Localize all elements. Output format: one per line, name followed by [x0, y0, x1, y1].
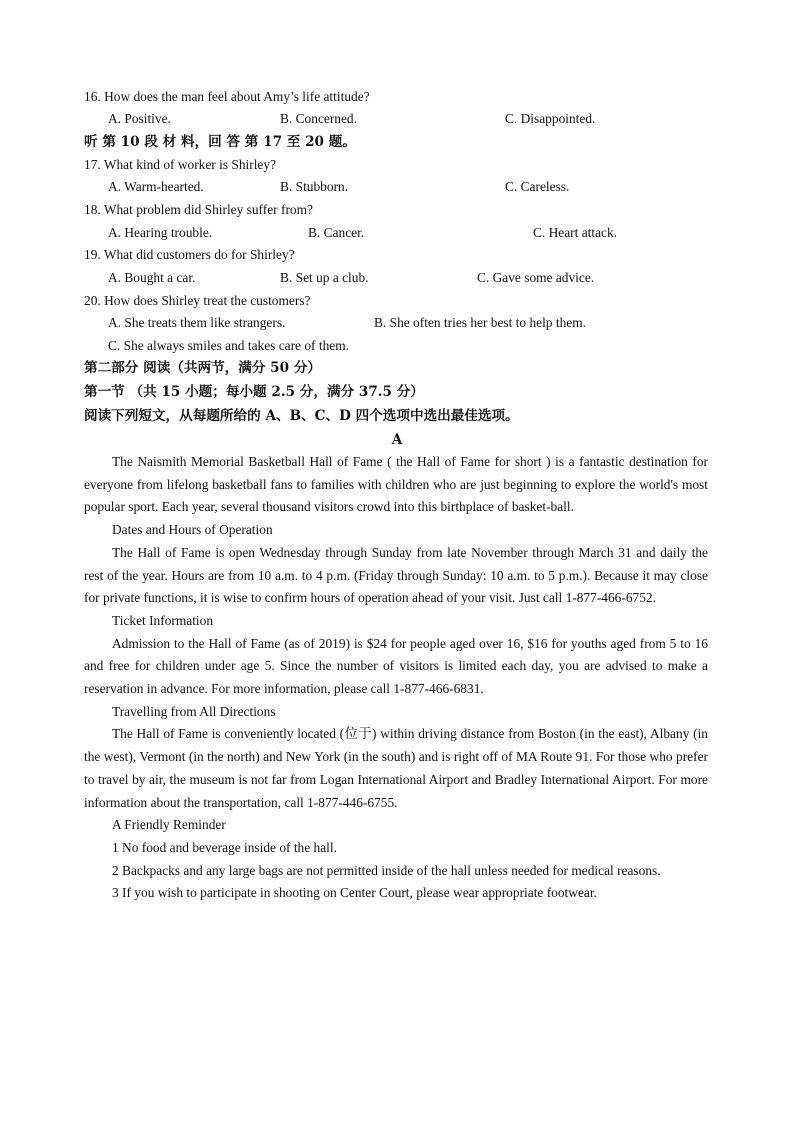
question-19-option-c: C. Gave some advice.: [477, 270, 595, 285]
question-18-option-c: C. Heart attack.: [533, 225, 618, 240]
heading-ticket-info: Ticket Information: [112, 612, 214, 628]
question-16-stem: 16. How does the man feel about Amy’s life attitude?: [84, 89, 370, 104]
passage-dates: The Hall of Fame is open Wednesday through Sunday from late November through March 31 and daily the rest of the year. Hours are from 10 a.m. to 4 p.m. (Friday through Sunday: 10 a.m. to 5 p.m.). Because it may close for private functions, it is wise to confirm hours of operation ahead of your visit. Just call 1-877-466-6752.: [84, 544, 708, 606]
question-17-option-a: A. Warm-hearted.: [108, 179, 204, 194]
question-20-stem: 20. How does Shirley treat the customers?: [84, 293, 311, 308]
passage-body: [84, 451, 708, 905]
question-19-stem: 19. What did customers do for Shirley?: [84, 247, 295, 262]
part-2-heading: 第二部分 阅读（共两节，满分 50 分）: [84, 360, 322, 376]
question-16-option-c: C. Disappointed.: [505, 111, 596, 126]
question-16-option-a: A. Positive.: [108, 111, 171, 126]
question-18-stem: 18. What problem did Shirley suffer from?: [84, 202, 313, 217]
question-19-option-a: A. Bought a car.: [108, 270, 196, 285]
heading-reminder: A Friendly Reminder: [112, 817, 226, 833]
question-18-option-b: B. Cancer.: [308, 225, 365, 240]
heading-dates-hours: Dates and Hours of Operation: [112, 522, 273, 538]
reminder-item-2: 2 Backpacks and any large bags are not permitted inside of the hall unless needed for medical reasons.: [112, 862, 661, 878]
question-20-option-a: A. She treats them like strangers.: [108, 315, 286, 330]
section-10-heading: 听 第 10 段 材 料，回 答 第 17 至 20 题。: [84, 134, 356, 150]
reminder-item-3: 3 If you wish to participate in shooting on Center Court, please wear appropriate footwear.: [112, 885, 597, 901]
reminder-item-1: 1 No food and beverage inside of the hall.: [112, 839, 337, 855]
passage-intro: The Naismith Memorial Basketball Hall of Fame ( the Hall of Fame for short ) is a fantastic destination for everyone from lifelong basketball fans to families with children who are just beginning to explore the world's most popular sport. Each year, several thousand visitors crowd into this birthplace of basket-ball.: [84, 454, 708, 515]
question-17-option-c: C. Careless.: [505, 179, 570, 194]
question-16-option-b: B. Concerned.: [280, 111, 357, 126]
question-20-option-c: C. She always smiles and takes care of them.: [108, 338, 349, 353]
question-18-option-a: A. Hearing trouble.: [108, 225, 213, 240]
passage-ticket: Admission to the Hall of Fame (as of 2019) is $24 for people aged over 16, $16 for youths aged from 5 to 16 and free for children under age 5. Since the number of visitors is limited each day, you are advised to make a reservation in advance. For more information, please call 1-877-466-6831.: [84, 635, 708, 697]
question-19-option-b: B. Set up a club.: [280, 270, 369, 285]
question-20-option-b: B. She often tries her best to help them.: [374, 315, 586, 330]
heading-travelling: Travelling from All Directions: [112, 703, 276, 719]
question-17-stem: 17. What kind of worker is Shirley?: [84, 157, 277, 172]
passage-label: A: [391, 432, 403, 448]
reading-instruction: 阅读下列短文，从每题所给的 A、B、C、D 四个选项中选出最佳选项。: [84, 408, 519, 424]
question-17-option-b: B. Stubborn.: [280, 179, 349, 194]
passage-travel: The Hall of Fame is conveniently located (位于) within driving distance from Boston (in the east), Albany (in the west), Vermont (in the north) and New York (in the south) and is right off of MA Route 91. For those who prefer to travel by air, the museum is not far from Logan International Airport and Bradley International Airport. For more information about the transportation, call 1-877-446-6755.: [84, 726, 708, 810]
section-1-heading: 第一节 （共 15 小题；每小题 2.5 分，满分 37.5 分）: [84, 384, 424, 400]
